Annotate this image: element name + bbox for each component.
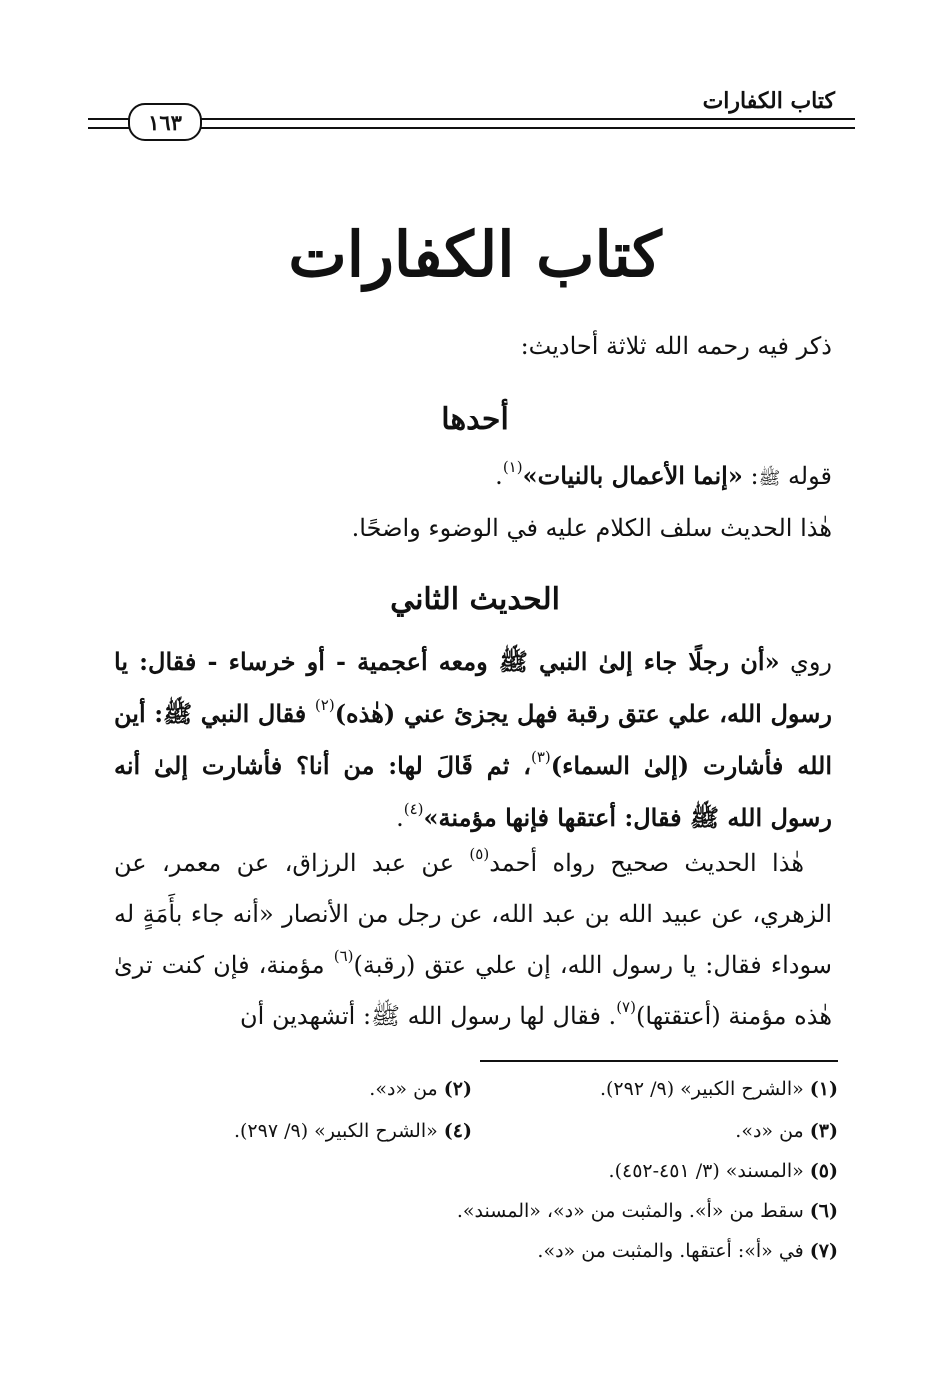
- second-commentary: [114, 838, 832, 1042]
- hadith-quote: «إنما الأعمال بالنيات»: [522, 461, 743, 490]
- footnote-3: (٣) من «د».: [735, 1120, 838, 1142]
- footnote-ref-4: (٤): [403, 800, 424, 818]
- book-title: كتاب الكفارات: [288, 218, 662, 291]
- commentary-text-d: . فقال لها رسول الله ﷺ: أتشهدين أن: [240, 1002, 617, 1030]
- intro-text: ذكر فيه رحمه الله ثلاثة أحاديث:: [520, 332, 832, 360]
- narration-text-b: فقال النبي ﷺ: أين الله فأشارت (إلىٰ السماء): [114, 699, 832, 780]
- footnote-6: (٦) سقط من «أ». والمثبت من «د»، «المسند».: [456, 1200, 838, 1222]
- page-number: ١٦٣: [128, 103, 202, 141]
- commentary-text-c: مؤمنة، فإن كنت ترىٰ هٰذه مؤمنة (أعتقتها): [114, 951, 832, 1030]
- second-narration: [114, 636, 832, 844]
- second-heading: الحديث الثاني: [390, 582, 560, 617]
- footnote-1: (١) «الشرح الكبير» (٩/ ٢٩٢).: [599, 1078, 838, 1100]
- footnote-ref-5: (٥): [469, 845, 490, 863]
- quote-prefix: قوله: [780, 462, 832, 490]
- footnote-rule: [480, 1060, 838, 1062]
- footnote-ref-2: (٢): [314, 696, 335, 714]
- footnote-2: (٢) من «د».: [369, 1078, 472, 1100]
- narration-lead: روي: [779, 648, 832, 676]
- footnote-ref-1: (١): [502, 458, 523, 476]
- footnote-5: (٥) «المسند» (٣/ ٤٥١-٤٥٢).: [608, 1160, 838, 1182]
- commentary-text-a: هٰذا الحديث صحيح رواه أحمد: [489, 849, 804, 877]
- footnote-7: (٧) في «أ»: أعتقها. والمثبت من «د».: [537, 1240, 838, 1262]
- narration-text-c: ، ثم قَالَ لها: من أنا؟ فأشارت إلىٰ أنه رسول الله ﷺ فقال: أعتقها فإنها مؤمنة»: [114, 751, 832, 832]
- first-quote-line: [114, 452, 832, 503]
- first-heading: أحدها: [441, 402, 509, 437]
- quote-colon: :: [742, 462, 759, 490]
- running-title: كتاب الكفارات: [702, 88, 835, 114]
- quote-end: .: [495, 462, 503, 490]
- narration-end: .: [396, 804, 404, 832]
- footnote-4: (٤) «الشرح الكبير» (٩/ ٢٩٧).: [233, 1120, 472, 1142]
- footnote-ref-3: (٣): [530, 748, 551, 766]
- header-rule: [88, 118, 855, 129]
- narration-text-a: «أن رجلًا جاء إلىٰ النبي ﷺ ومعه أعجمية - أو خرساء - فقال: يا رسول الله، علي عتق رقبة فهل يجزئ عني (هٰذه): [114, 647, 832, 728]
- first-comment: هٰذا الحديث سلف الكلام عليه في الوضوء واضحًا.: [351, 514, 832, 542]
- footnote-ref-7: (٧): [616, 998, 636, 1016]
- commentary-text-b: عن عبد الرزاق، عن معمر، عن الزهري، عن عبيد الله بن عبد الله، عن رجل من الأنصار «أنه جاء بأَمَةٍ له سوداء فقال: يا رسول الله، إن علي عتق (رقبة): [114, 849, 832, 979]
- footnote-ref-6: (٦): [333, 947, 354, 965]
- salutation-mark: ﷺ: [758, 468, 781, 489]
